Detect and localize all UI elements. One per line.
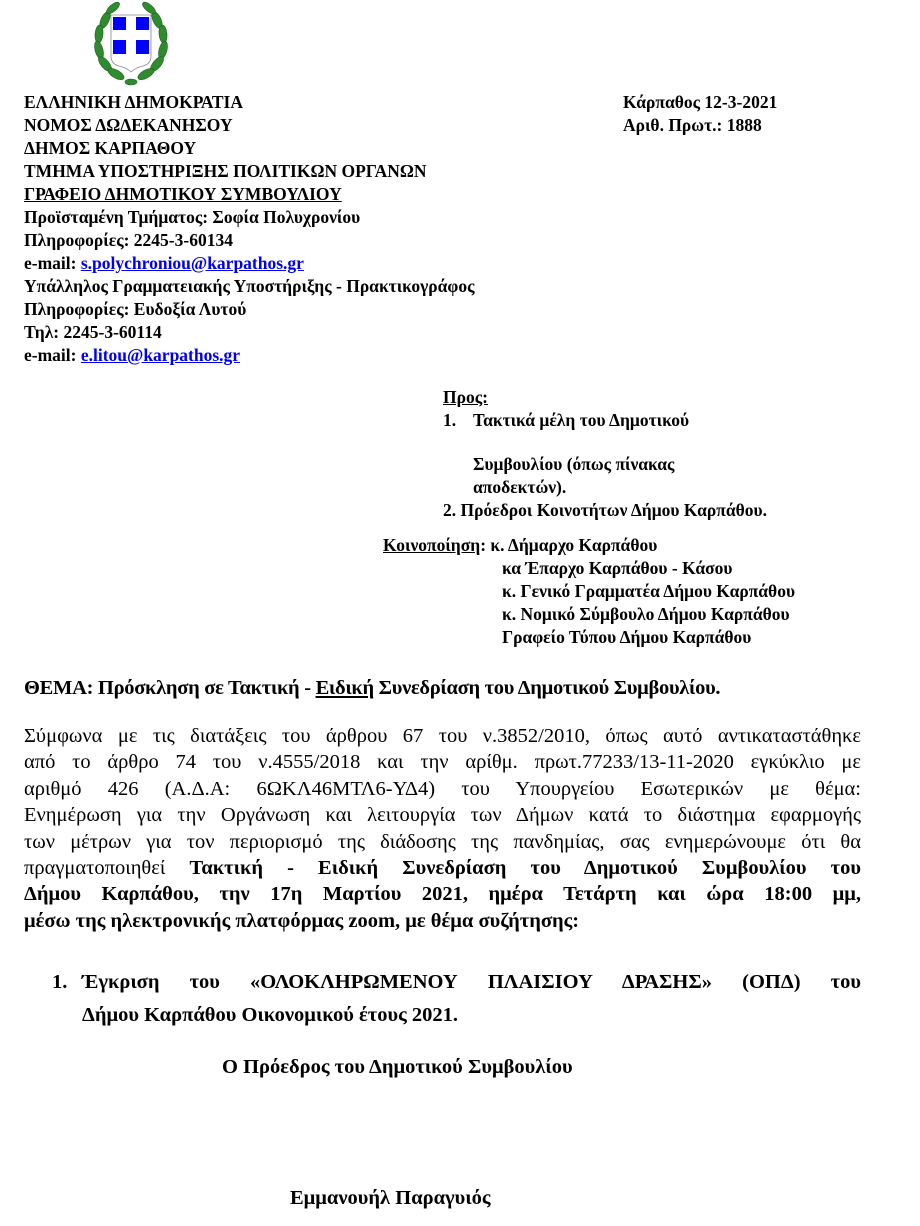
recipient-item-1-text: Τακτικά μέλη του Δημοτικού bbox=[473, 410, 690, 430]
phone-2: Τηλ: 2245-3-60114 bbox=[24, 322, 162, 342]
email-row-2 bbox=[24, 344, 475, 367]
issuer-block bbox=[24, 91, 475, 367]
subject-prefix: ΘΕΜΑ: Πρόσκληση σε Τακτική - bbox=[24, 677, 316, 699]
recipient-item-1 bbox=[443, 409, 767, 432]
cc-label: Κοινοποίηση bbox=[383, 535, 481, 555]
subject-line bbox=[24, 677, 720, 700]
body-line: Σύμφωνα με τις διατάξεις του άρθρου 67 του ν.3852/2010, όπως αυτό αντικαταστάθηκε bbox=[24, 725, 861, 747]
body-line: αριθμό 426 (Α.Δ.Α: 6ΩΚΛ46ΜΤΛ6-ΥΔ4) του Υπουργείου Εσωτερικών με θέμα: bbox=[24, 777, 861, 800]
recipients-block bbox=[443, 386, 767, 522]
body-line-platform: μέσω της ηλεκτρονικής πλατφόρμας zoom, με θέμα συζήτησης: bbox=[24, 909, 580, 932]
body-paragraph bbox=[24, 723, 861, 934]
place-date: Κάρπαθος 12-3-2021 bbox=[623, 92, 778, 112]
cc-item: κα Έπαρχο Καρπάθου - Κάσου bbox=[502, 558, 733, 578]
cc-item: Γραφείο Τύπου Δήμου Καρπάθου bbox=[502, 627, 752, 647]
subject-suffix: Συνεδρίαση του Δημοτικού Συμβουλίου. bbox=[373, 677, 721, 699]
cc-colon: : bbox=[480, 535, 491, 555]
email-link-litou[interactable]: e.litou@karpathos.gr bbox=[80, 345, 241, 365]
recipients-label: Προς: bbox=[443, 387, 488, 407]
body-line: των μέτρων για τον περιορισμό της διάδοσης της πανδημίας, σας ενημερώνουμε ότι θα bbox=[24, 830, 861, 853]
employee-title: Υπάλληλος Γραμματειακής Υποστήριξης - Πρακτικογράφος bbox=[24, 276, 475, 296]
signature-title: Ο Πρόεδρος του Δημοτικού Συμβουλίου bbox=[222, 1056, 573, 1078]
head-of-department: Προϊσταμένη Τμήματος: Σοφία Πολυχρονίου bbox=[24, 207, 361, 227]
agenda-item-line1: Έγκριση του «ΟΛΟΚΛΗΡΩΜΕΝΟΥ ΠΛΑΙΣΙΟΥ ΔΡΑΣΗΣ» (ΟΠΔ) του bbox=[82, 971, 861, 993]
agenda-item-1 bbox=[52, 966, 861, 999]
email-link-polychroniou[interactable]: s.polychroniou@karpathos.gr bbox=[80, 253, 304, 273]
agenda-item-number: 1. bbox=[52, 971, 68, 993]
greek-coat-of-arms-icon bbox=[91, 0, 171, 86]
body-line-meeting bbox=[24, 855, 861, 881]
cc-first-row bbox=[383, 534, 795, 557]
body-line: από το άρθρο 74 του ν.4555/2018 και την αρίθμ. πρωτ.77233/13-11-2020 εγκύκλιο με bbox=[24, 751, 861, 774]
body-line: Ενημέρωση για την Οργάνωση και λειτουργία των Δήμων κατά το διάστημα εφαρμογής bbox=[24, 804, 861, 827]
subject-underlined: Ειδική bbox=[315, 677, 374, 699]
body-bold-meeting: Τακτική - Ειδική Συνεδρίαση του Δημοτικού Συμβουλίου του bbox=[189, 857, 861, 880]
email-row-1 bbox=[24, 252, 475, 275]
cc-item: κ. Δήμαρχο Καρπάθου bbox=[490, 535, 658, 555]
header-line-municipality: ΔΗΜΟΣ ΚΑΡΠΑΘΟΥ bbox=[24, 138, 197, 158]
recipient-item-1-cont2: αποδεκτών). bbox=[473, 477, 567, 497]
protocol-number: Αριθ. Πρωτ.: 1888 bbox=[623, 115, 762, 135]
agenda-list bbox=[52, 966, 861, 1032]
recipient-item-1-number: 1. bbox=[443, 410, 457, 430]
email-label-2: e-mail: bbox=[24, 345, 81, 365]
cc-item: κ. Γενικό Γραμματέα Δήμου Καρπάθου bbox=[502, 581, 796, 601]
cc-item: κ. Νομικό Σύμβουλο Δήμου Καρπάθου bbox=[502, 604, 790, 624]
recipient-item-1-cont: Συμβουλίου (όπως πίνακας bbox=[473, 454, 675, 474]
header-line-prefecture: ΝΟΜΟΣ ΔΩΔΕΚΑΝΗΣΟΥ bbox=[24, 115, 233, 135]
header-line-office: ΓΡΑΦΕΙΟ ΔΗΜΟΤΙΚΟΥ ΣΥΜΒΟΥΛΙΟΥ bbox=[24, 184, 342, 204]
info-contact-2: Πληροφορίες: Ευδοξία Λυτού bbox=[24, 299, 247, 319]
cc-block bbox=[383, 534, 795, 649]
body-line-date: Δήμου Καρπάθου, την 17η Μαρτίου 2021, ημέρα Τετάρτη και ώρα 18:00 μμ, bbox=[24, 883, 861, 906]
header-line-republic: ΕΛΛΗΝΙΚΗ ΔΗΜΟΚΡΑΤΙΑ bbox=[24, 92, 243, 112]
body-plain: πραγματοποιηθεί bbox=[24, 857, 190, 880]
header-line-department: ΤΜΗΜΑ ΥΠΟΣΤΗΡΙΞΗΣ ΠΟΛΙΤΙΚΩΝ ΟΡΓΑΝΩΝ bbox=[24, 161, 427, 181]
recipient-item-2: 2. Πρόεδροι Κοινοτήτων Δήμου Καρπάθου. bbox=[443, 500, 767, 520]
date-protocol-block bbox=[623, 91, 777, 137]
info-phone-1: Πληροφορίες: 2245-3-60134 bbox=[24, 230, 233, 250]
agenda-item-line2: Δήμου Καρπάθου Οικονομικού έτους 2021. bbox=[82, 1004, 459, 1026]
email-label-1: e-mail: bbox=[24, 253, 81, 273]
signature-name: Εμμανουήλ Παραγυιός bbox=[290, 1187, 491, 1209]
